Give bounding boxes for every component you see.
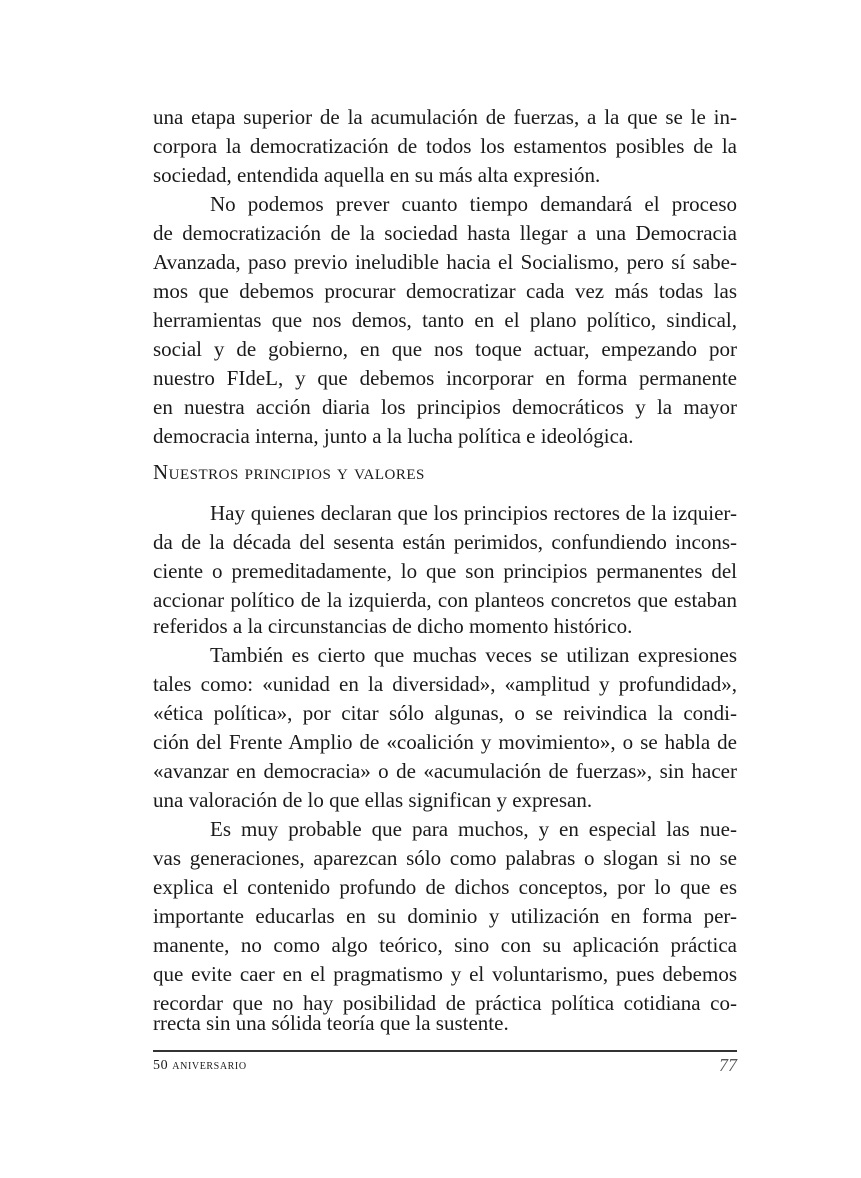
footer-running-title: 50 aniversario: [153, 1058, 247, 1073]
paragraph-line: una valoración de lo que ellas significan y expresan.: [153, 788, 593, 812]
section-heading: Nuestros principios y valores: [153, 460, 425, 484]
paragraph-line: social y de gobierno, en que nos toque actuar, empezando por: [153, 337, 737, 361]
paragraph-line: que evite caer en el pragmatismo y el voluntarismo, pues debemos: [153, 962, 737, 986]
paragraph-line: importante educarlas en su dominio y utilización en forma per-: [153, 904, 737, 928]
paragraph-line: No podemos prever cuanto tiempo demandará el proceso: [210, 192, 737, 216]
paragraph-line: explica el contenido profundo de dichos conceptos, por lo que es: [153, 875, 737, 899]
paragraph-line: herramientas que nos demos, tanto en el plano político, sindical,: [153, 308, 737, 332]
paragraph-line: nuestro FIdeL, y que debemos incorporar en forma permanente: [153, 366, 737, 390]
paragraph-line: manente, no como algo teórico, sino con su aplicación práctica: [153, 933, 737, 957]
book-page: [153, 0, 737, 1178]
footer-rule: [153, 1050, 737, 1052]
paragraph-line: sociedad, entendida aquella en su más alta expresión.: [153, 163, 601, 187]
paragraph-line: rrecta sin una sólida teoría que la sustente.: [153, 1011, 509, 1035]
paragraph-line: mos que debemos procurar democratizar cada vez más todas las: [153, 279, 737, 303]
paragraph-line: corpora la democratización de todos los estamentos posibles de la: [153, 134, 737, 158]
paragraph-line: «ética política», por citar sólo algunas, o se reivindica la condi-: [153, 701, 737, 725]
paragraph-line: ciente o premeditadamente, lo que son principios permanentes del: [153, 559, 737, 583]
paragraph-line: ción del Frente Amplio de «coalición y movimiento», o se habla de: [153, 730, 737, 754]
paragraph-line: recordar que no hay posibilidad de práctica política cotidiana co-: [153, 991, 737, 1015]
paragraph-line: democracia interna, junto a la lucha política e ideológica.: [153, 424, 634, 448]
paragraph-line: accionar político de la izquierda, con planteos concretos que estaban: [153, 588, 737, 612]
paragraph-line: También es cierto que muchas veces se utilizan expresiones: [210, 643, 737, 667]
paragraph-line: Avanzada, paso previo ineludible hacia el Socialismo, pero sí sabe-: [153, 250, 737, 274]
paragraph-line: tales como: «unidad en la diversidad», «amplitud y profundidad»,: [153, 672, 737, 696]
page-number: 77: [719, 1055, 737, 1075]
paragraph-line: «avanzar en democracia» o de «acumulación de fuerzas», sin hacer: [153, 759, 737, 783]
paragraph-line: vas generaciones, aparezcan sólo como palabras o slogan si no se: [153, 846, 737, 870]
paragraph-line: una etapa superior de la acumulación de fuerzas, a la que se le in-: [153, 105, 737, 129]
paragraph-line: de democratización de la sociedad hasta llegar a una Democracia: [153, 221, 737, 245]
paragraph-line: da de la década del sesenta están perimidos, confundiendo incons-: [153, 530, 737, 554]
paragraph-line: referidos a la circunstancias de dicho momento histórico.: [153, 614, 633, 638]
paragraph-line: Hay quienes declaran que los principios rectores de la izquier-: [210, 501, 737, 525]
paragraph-line: Es muy probable que para muchos, y en especial las nue-: [210, 817, 737, 841]
paragraph-line: en nuestra acción diaria los principios democráticos y la mayor: [153, 395, 737, 419]
